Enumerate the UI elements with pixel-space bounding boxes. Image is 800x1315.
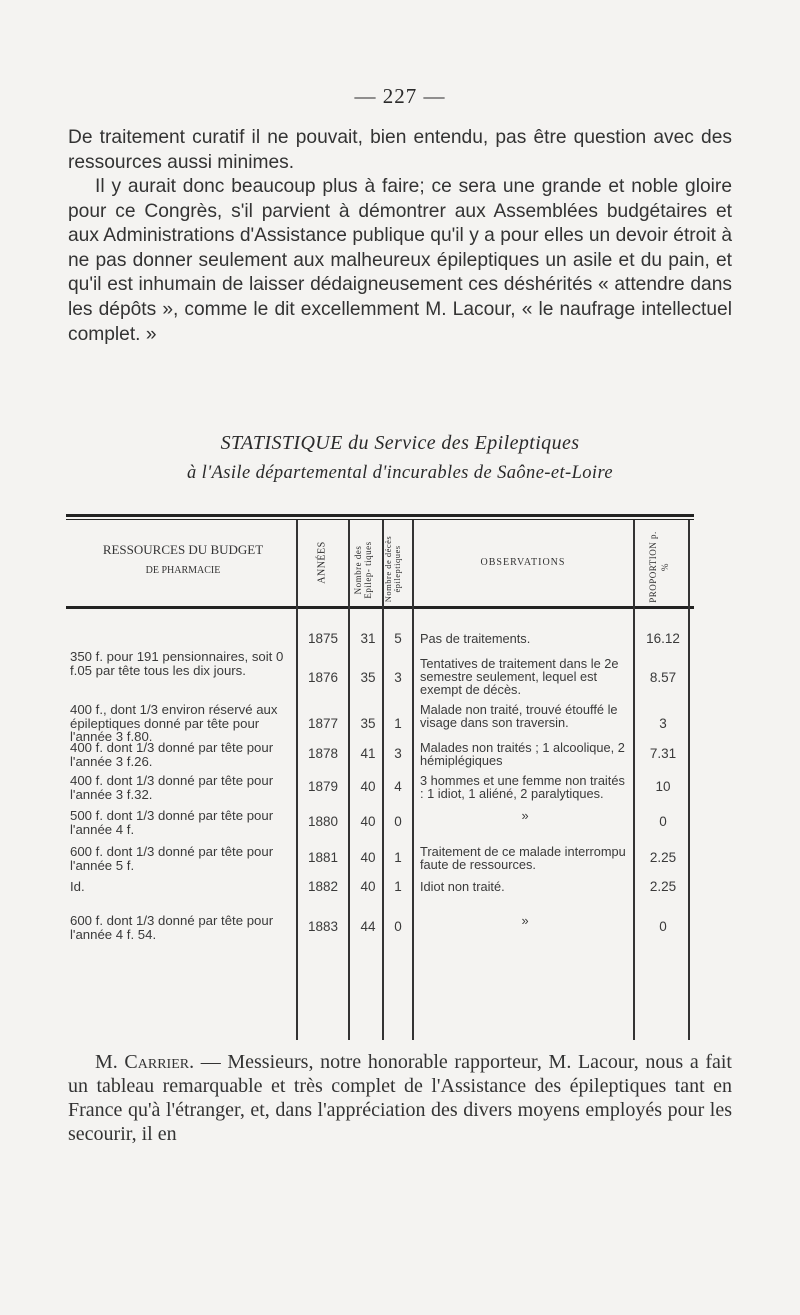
paragraph-2 xyxy=(68,175,732,347)
speaker-name: M. Carrier. xyxy=(95,1051,195,1073)
cell-nombre: 40 xyxy=(360,779,376,794)
paragraph-3-text: — Messieurs, notre honorable rapporteur, M. Lacour, nous a fait un tableau remarquable et très complet de l'Assistance des épileptiques tant en France qu'à l'étranger, et, dans l'appréciation des divers moyens employés pour les secourir, il en xyxy=(68,1051,732,1145)
header-annees: ANNÉES xyxy=(316,541,328,584)
cell-deces: 3 xyxy=(394,746,402,761)
table-top-rule-thin xyxy=(66,519,694,520)
stats-subtitle: à l'Asile départemental d'incurables de Saône-et-Loire xyxy=(187,463,613,483)
cell-annee: 1883 xyxy=(307,919,339,934)
cell-proportion: 2.25 xyxy=(649,879,677,894)
cell-deces: 1 xyxy=(394,879,402,894)
cell-nombre: 44 xyxy=(360,919,376,934)
paragraph-2-text: Il y aurait donc beaucoup plus à faire; ce sera une grande et noble gloire pour ce Congrès, s'il parvient à démontrer aux Assemblées budgétaires et aux Administrations d'Assistance publique qu'il y a pour elles un devoir étroit à ne pas donner seulement aux malheureux épileptiques un asile et du pain, et qu'il est inhumain de laisser dédaigneusement ces déshérités « attendre dans les dépôts », comme le dit excellemment M. Lacour, « le naufrage intellectuel complet. » xyxy=(68,176,732,345)
cell-ressources: Id. xyxy=(70,879,85,894)
cell-observations: Idiot non traité. xyxy=(420,879,505,894)
cell-observations: 3 hommes et une femme non traités : 1 idiot, 1 aliéné, 2 paralytiques. xyxy=(420,773,625,802)
header-proportion: PROPORTION p. % xyxy=(648,531,670,603)
header-nombre: Nombre des Epilep- tiques xyxy=(353,541,373,599)
cell-deces: 4 xyxy=(394,779,402,794)
paragraph-1 xyxy=(68,126,732,175)
cell-proportion: 0 xyxy=(659,814,667,829)
cell-annee: 1876 xyxy=(307,670,339,685)
header-observations: OBSERVATIONS xyxy=(480,557,566,568)
cell-proportion: 16.12 xyxy=(646,631,680,646)
cell-deces: 3 xyxy=(394,670,402,685)
cell-observations: Malades non traités ; 1 alcoolique, 2 hémiplégiques xyxy=(420,740,625,769)
cell-nombre: 40 xyxy=(360,850,376,865)
column-divider xyxy=(296,520,298,1040)
cell-nombre: 41 xyxy=(360,746,376,761)
column-divider xyxy=(633,520,635,1040)
cell-observations: » xyxy=(521,808,529,823)
cell-annee: 1877 xyxy=(307,716,339,731)
cell-observations: Pas de traitements. xyxy=(420,631,531,646)
cell-annee: 1875 xyxy=(307,631,339,646)
cell-nombre: 35 xyxy=(360,716,376,731)
cell-ressources: 500 f. dont 1/3 donné par tête pour l'année 4 f. xyxy=(70,808,274,837)
cell-deces: 1 xyxy=(394,716,402,731)
cell-nombre: 35 xyxy=(360,670,376,685)
column-divider xyxy=(412,520,414,1040)
cell-nombre: 40 xyxy=(360,814,376,829)
column-divider xyxy=(348,520,350,1040)
cell-proportion: 8.57 xyxy=(649,670,677,685)
cell-proportion: 3 xyxy=(659,716,667,731)
stats-title: STATISTIQUE du Service des Epileptiques xyxy=(220,432,580,454)
cell-ressources: 400 f., dont 1/3 environ réservé aux épileptiques donné par tête pour l'année 3 f.80. xyxy=(70,702,278,744)
cell-annee: 1879 xyxy=(307,779,339,794)
table-top-rule xyxy=(66,514,694,517)
table-header-rule xyxy=(66,606,694,609)
cell-deces: 5 xyxy=(394,631,402,646)
cell-deces: 0 xyxy=(394,919,402,934)
cell-annee: 1880 xyxy=(307,814,339,829)
cell-nombre: 40 xyxy=(360,879,376,894)
cell-nombre: 31 xyxy=(360,631,376,646)
cell-ressources: 600 f. dont 1/3 donné par tête pour l'année 4 f. 54. xyxy=(70,913,274,942)
paragraph-3 xyxy=(68,1050,732,1146)
cell-observations: Malade non traité, trouvé étouffé le visage dans son traversin. xyxy=(420,702,618,731)
cell-observations: » xyxy=(521,913,529,928)
cell-proportion: 10 xyxy=(655,779,671,794)
cell-proportion: 0 xyxy=(659,919,667,934)
header-ressources xyxy=(70,542,296,576)
cell-ressources: 400 f. dont 1/3 donné par tête pour l'année 3 f.32. xyxy=(70,773,274,802)
cell-deces: 1 xyxy=(394,850,402,865)
header-ressources-label: RESSOURCES DU BUDGET xyxy=(102,542,264,557)
cell-annee: 1881 xyxy=(307,850,339,865)
header-deces: Nombre de décès épileptiques xyxy=(383,535,402,603)
cell-observations: Tentatives de traitement dans le 2e semestre seulement, lequel est exempt de décès. xyxy=(420,656,619,698)
paragraph-1-text: De traitement curatif il ne pouvait, bien entendu, pas être question avec des ressources aussi minimes. xyxy=(68,127,732,173)
cell-deces: 0 xyxy=(394,814,402,829)
cell-ressources: 350 f. pour 191 pensionnaires, soit 0 f.05 par tête tous les dix jours. xyxy=(70,649,284,678)
cell-ressources: 400 f. dont 1/3 donné par tête pour l'année 3 f.26. xyxy=(70,740,274,769)
cell-observations: Traitement de ce malade interrompu faute de ressources. xyxy=(420,844,626,873)
cell-annee: 1882 xyxy=(307,879,339,894)
cell-annee: 1878 xyxy=(307,746,339,761)
cell-ressources: 600 f. dont 1/3 donné par tête pour l'année 5 f. xyxy=(70,844,274,873)
header-ressources-sublabel: DE PHARMACIE xyxy=(145,565,221,576)
cell-proportion: 2.25 xyxy=(649,850,677,865)
cell-proportion: 7.31 xyxy=(649,746,677,761)
page-number: — 227 — xyxy=(354,84,446,108)
